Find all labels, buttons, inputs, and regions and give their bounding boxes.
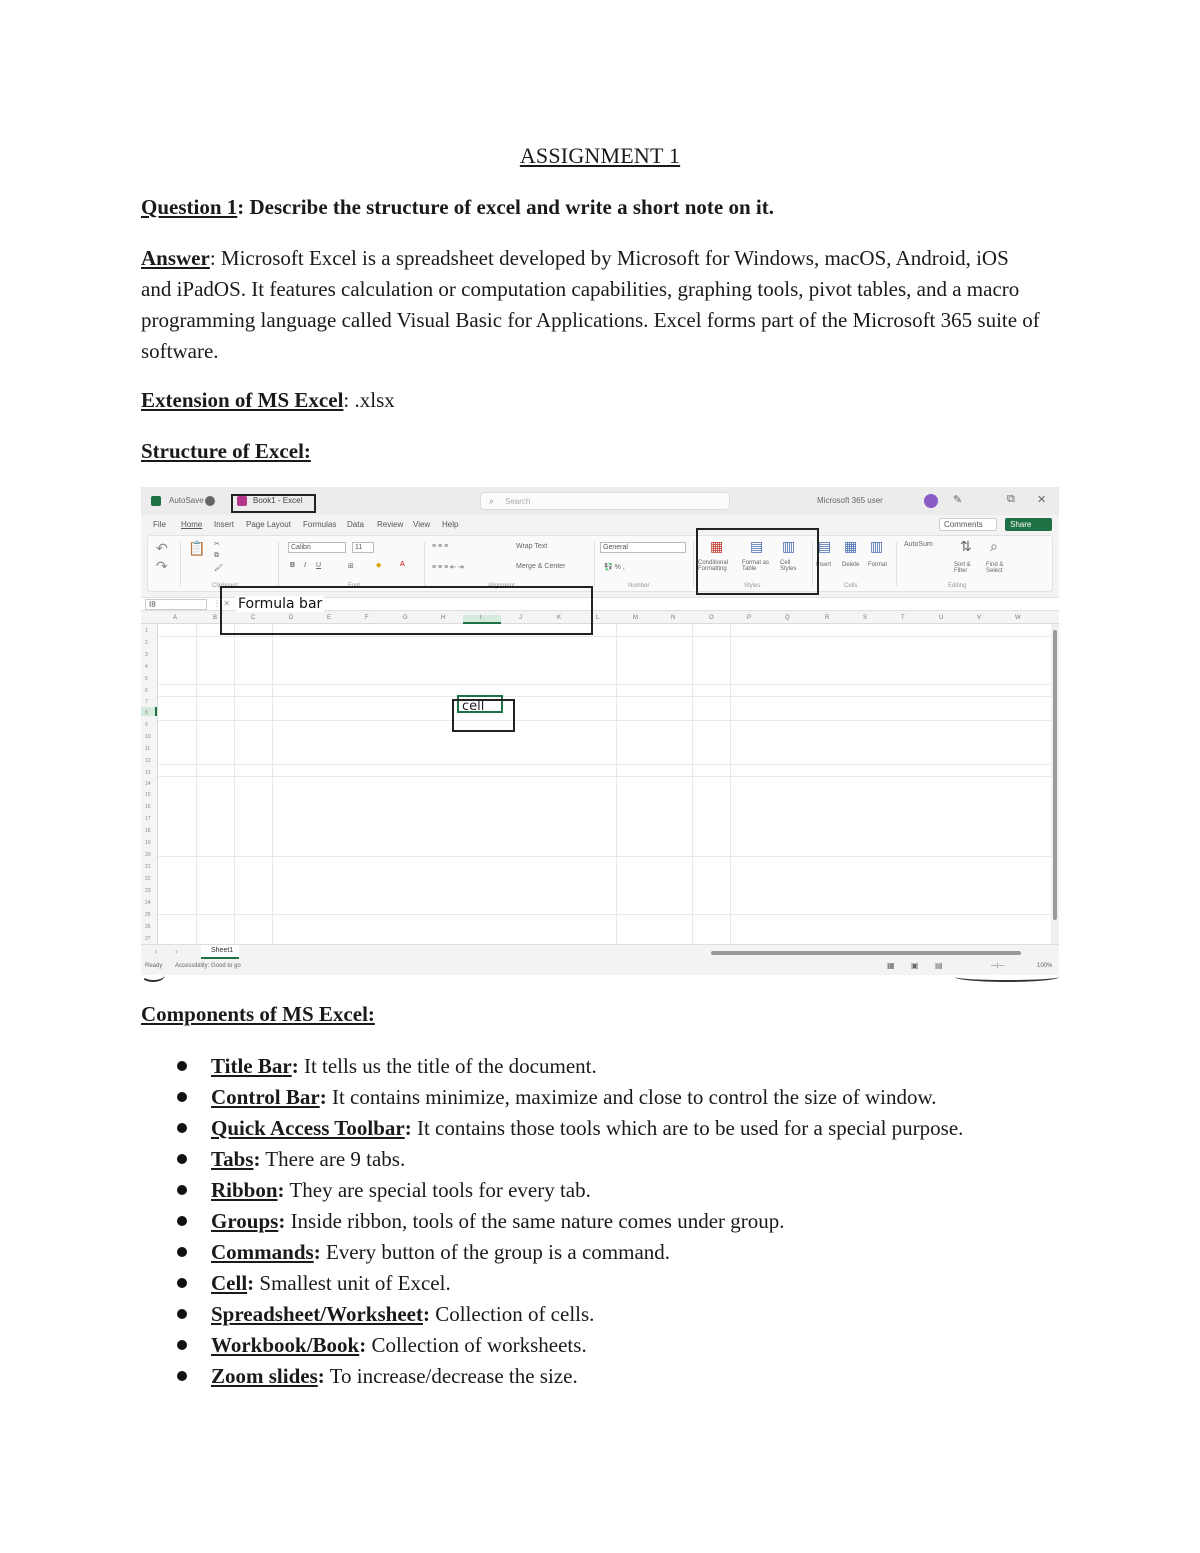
autosave-label: AutoSave [169, 496, 204, 505]
tab-insert[interactable]: Insert [214, 520, 235, 529]
copy-icon[interactable]: ⧉ [214, 552, 219, 559]
fill-color-icon[interactable]: ◆ [376, 562, 382, 569]
component-desc: To increase/decrease the size. [324, 1364, 578, 1388]
excel-logo-icon [151, 496, 161, 506]
zoom-level[interactable]: 100% [1037, 963, 1053, 969]
row-header[interactable]: 13 [145, 770, 151, 776]
page-break-view-icon[interactable]: ▤ [935, 961, 943, 970]
bullet-icon [177, 1247, 187, 1257]
component-term: Commands [211, 1240, 314, 1264]
zoom-slider[interactable]: —|— [991, 963, 1005, 969]
user-name: Microsoft 365 user [817, 496, 883, 505]
row-header[interactable]: 25 [145, 912, 151, 918]
insert-cells-icon[interactable]: ▤ [818, 538, 832, 554]
row-header[interactable]: 12 [145, 758, 151, 764]
component-desc: Every button of the group is a command. [320, 1240, 671, 1264]
grid-line [158, 696, 1052, 697]
status-ready: Ready [145, 963, 163, 969]
grid-line [158, 720, 1052, 721]
excel-screenshot [141, 487, 1059, 975]
paste-icon[interactable]: 📋 [188, 540, 206, 556]
column-header[interactable]: Q [785, 615, 790, 621]
list-item: Control Bar: It contains minimize, maximize and close to control the size of window. [141, 1084, 1101, 1115]
row-header[interactable]: 6 [145, 688, 148, 694]
component-term: Spreadsheet/Worksheet [211, 1302, 423, 1326]
grid-line [158, 636, 1052, 637]
separator [180, 542, 181, 586]
column-header[interactable]: H [441, 615, 446, 621]
component-desc: Inside ribbon, tools of the same nature comes under group. [285, 1209, 785, 1233]
column-header[interactable]: R [825, 615, 830, 621]
delete-cells-label[interactable]: Delete [842, 562, 860, 568]
grid-line [158, 764, 1052, 765]
component-term: Groups [211, 1209, 279, 1233]
tab-review[interactable]: Review [377, 520, 404, 529]
tab-formulas[interactable]: Formulas [303, 520, 337, 529]
separator [693, 542, 694, 586]
format-cells-icon[interactable]: ▥ [870, 538, 884, 554]
page-layout-view-icon[interactable]: ▣ [911, 961, 919, 970]
italic-icon[interactable]: I [304, 562, 306, 569]
column-header[interactable]: D [289, 615, 294, 621]
list-item: Quick Access Toolbar: It contains those tools which are to be used for a special purpose. [141, 1115, 1101, 1146]
component-term: Workbook/Book [211, 1333, 360, 1357]
normal-view-icon[interactable]: ▦ [887, 961, 895, 970]
sheet-tab-bar [141, 944, 1059, 959]
align-top-icon[interactable]: ≡ ≡ ≡ [432, 543, 449, 550]
column-header[interactable]: O [709, 615, 714, 621]
format-painter-icon[interactable]: 🖌 [214, 565, 223, 572]
bullet-icon [177, 1309, 187, 1319]
component-desc: Collection of worksheets. [366, 1333, 587, 1357]
row-header[interactable]: 4 [145, 664, 148, 670]
row-header[interactable]: 23 [145, 888, 151, 894]
format-cells-label[interactable]: Format [868, 562, 888, 568]
insert-cells-label[interactable]: Insert [816, 562, 832, 568]
book-title: Book1 - Excel [253, 496, 303, 505]
search-box[interactable] [480, 492, 730, 510]
borders-icon[interactable]: ⊞ [348, 563, 354, 570]
component-term: Quick Access Toolbar [211, 1116, 405, 1140]
bullet-icon [177, 1185, 187, 1195]
grid-line [234, 624, 235, 944]
status-annotation-curve [141, 968, 165, 982]
grid-line [692, 624, 693, 944]
row-header[interactable]: 22 [145, 876, 151, 882]
row-header[interactable]: 15 [145, 792, 151, 798]
row-header[interactable]: 20 [145, 852, 151, 858]
row-header[interactable]: 11 [145, 746, 151, 752]
list-item: Spreadsheet/Worksheet: Collection of cells. [141, 1301, 1101, 1332]
grid-line [272, 624, 273, 944]
cell-annotation-box [452, 699, 515, 732]
component-term: Zoom slides [211, 1364, 318, 1388]
row-headers [141, 624, 157, 944]
row-header[interactable]: 9 [145, 722, 148, 728]
bullet-icon [177, 1123, 187, 1133]
extension-label: Extension of MS Excel [141, 388, 344, 412]
group-clipboard: Clipboard [212, 583, 238, 589]
find-select-icon[interactable]: ⌕ [990, 538, 998, 554]
cut-icon[interactable]: ✂ [214, 541, 220, 548]
next-sheet-icon[interactable]: › [175, 947, 178, 956]
row-header[interactable]: 8 [145, 710, 148, 716]
row-header[interactable]: 26 [145, 924, 151, 930]
vertical-scrollbar[interactable] [1051, 624, 1059, 944]
group-alignment: Alignment [488, 583, 515, 589]
answer-text: : Microsoft Excel is a spreadsheet developed by Microsoft for Windows, macOS, Android, iOS and iPadOS. It features calculation or computation capabilities, graphing tools, pivot tables, and a macro programming language called Visual Basic for Applications. Excel forms part of the Microsoft 365 suite of software. [141, 246, 1040, 363]
row-header[interactable]: 5 [145, 676, 148, 682]
horizontal-scrollbar[interactable] [711, 951, 1021, 955]
group-number: Number [628, 583, 650, 589]
fx-icon[interactable]: ⋮ ✕ [213, 599, 230, 608]
component-term: Ribbon [211, 1178, 278, 1202]
pen-icon[interactable]: ✎ [953, 494, 963, 506]
bold-icon[interactable]: B [290, 562, 296, 569]
column-header[interactable]: M [633, 615, 638, 621]
row-header[interactable]: 24 [145, 900, 151, 906]
tab-data[interactable]: Data [347, 520, 364, 529]
close-icon[interactable]: ✕ [1037, 494, 1047, 506]
sort-filter-label[interactable]: Sort & Filter [954, 562, 971, 574]
minimize-icon[interactable]: ⧉ [1007, 493, 1015, 505]
group-cells: Cells [844, 583, 858, 589]
column-header[interactable]: S [863, 615, 868, 621]
avatar[interactable] [924, 494, 938, 508]
sort-filter-icon[interactable]: ⇅ [960, 538, 972, 554]
grid-line [158, 856, 1052, 857]
grid-line [158, 776, 1052, 777]
component-term: Tabs [211, 1147, 254, 1171]
row-header[interactable]: 10 [145, 734, 151, 740]
grid-line [196, 624, 197, 944]
separator [424, 542, 425, 586]
column-header[interactable]: F [365, 615, 369, 621]
structure-heading: Structure of Excel: [141, 439, 311, 463]
list-item: Groups: Inside ribbon, tools of the same nature comes under group. [141, 1208, 1101, 1239]
separator [594, 542, 595, 586]
number-format-select[interactable]: General [600, 542, 686, 553]
components-list [141, 1053, 1101, 1394]
list-item: Tabs: There are 9 tabs. [141, 1146, 1101, 1177]
extension-line [141, 388, 395, 413]
bullet-icon [177, 1154, 187, 1164]
vertical-scroll-thumb[interactable] [1053, 630, 1057, 920]
status-accessibility[interactable]: Accessibility: Good to go [175, 963, 241, 969]
formula-bar-label: Formula bar [238, 596, 323, 612]
separator [896, 542, 897, 586]
bullet-icon [177, 1216, 187, 1226]
currency-icon[interactable]: 💱 % , [604, 564, 625, 571]
row-header[interactable]: 3 [145, 652, 148, 658]
answer-paragraph [141, 243, 1041, 367]
search-placeholder: Search [505, 497, 531, 506]
column-header[interactable]: A [173, 615, 178, 621]
search-icon: ⌕ [489, 496, 495, 506]
question-label: Question 1 [141, 195, 238, 219]
tab-file[interactable]: File [153, 520, 166, 529]
component-desc: Smallest unit of Excel. [254, 1271, 451, 1295]
list-item: Title Bar: It tells us the title of the document. [141, 1053, 1101, 1084]
column-header[interactable]: K [557, 615, 562, 621]
share-button[interactable]: Share [1005, 518, 1052, 531]
selected-row-highlight [141, 707, 157, 716]
component-desc: Collection of cells. [429, 1302, 595, 1326]
font-color-icon[interactable]: A [400, 561, 405, 568]
row-header[interactable]: 18 [145, 828, 151, 834]
component-desc: It tells us the title of the document. [298, 1054, 597, 1078]
format-table-label[interactable]: Format as Table [742, 560, 770, 572]
bullet-icon [177, 1371, 187, 1381]
answer-label: Answer [141, 246, 210, 270]
list-item: Workbook/Book: Collection of worksheets. [141, 1332, 1101, 1363]
column-header[interactable]: G [403, 615, 408, 621]
component-desc: There are 9 tabs. [260, 1147, 406, 1171]
zoom-annotation-curve [955, 972, 1059, 982]
question-text: : Describe the structure of excel and write a short note on it. [237, 195, 775, 219]
component-term: Cell [211, 1271, 248, 1295]
bullet-icon [177, 1092, 187, 1102]
row-header[interactable]: 16 [145, 804, 151, 810]
row-header[interactable]: 19 [145, 840, 151, 846]
cell-label: cell [462, 699, 485, 714]
bullet-icon [177, 1278, 187, 1288]
row-header[interactable]: 2 [145, 640, 148, 646]
column-header[interactable]: T [901, 615, 905, 621]
ribbon-tabs [141, 515, 1059, 535]
underline-icon[interactable]: U [316, 562, 322, 569]
column-header[interactable]: I [480, 615, 482, 621]
title-bar-annotation-box [231, 494, 316, 513]
wrap-text-button[interactable]: Wrap Text [516, 543, 548, 550]
row-header[interactable]: 27 [145, 936, 151, 942]
column-header[interactable]: C [251, 615, 256, 621]
bullet-icon [177, 1061, 187, 1071]
redo-icon[interactable]: ↷ [156, 558, 168, 574]
group-editing: Editing [948, 583, 967, 589]
component-term: Title Bar [211, 1054, 292, 1078]
group-styles: Styles [744, 583, 761, 589]
row-header[interactable]: 17 [145, 816, 151, 822]
grid-line [158, 914, 1052, 915]
undo-icon[interactable]: ↶ [156, 540, 168, 556]
delete-cells-icon[interactable]: ▦ [844, 538, 858, 554]
row-header[interactable]: 14 [145, 781, 151, 787]
sheet-tab-sheet1[interactable]: Sheet1 [201, 945, 239, 959]
prev-sheet-icon[interactable]: ‹ [155, 947, 158, 956]
conditional-formatting-icon[interactable]: ▦ [710, 538, 724, 554]
component-desc: They are special tools for every tab. [284, 1178, 591, 1202]
ribbon [147, 535, 1053, 592]
column-header[interactable]: B [213, 615, 218, 621]
autosum-button[interactable]: AutoSum [904, 541, 933, 548]
column-header[interactable]: J [519, 615, 522, 621]
component-desc: It contains minimize, maximize and close to control the size of window. [326, 1085, 937, 1109]
comments-button[interactable]: Comments [939, 518, 997, 531]
row-header[interactable]: 1 [145, 628, 148, 634]
name-box[interactable]: I8 [145, 599, 207, 610]
cell-styles-icon[interactable]: ▥ [782, 538, 796, 554]
tab-home[interactable]: Home [181, 520, 203, 529]
font-name-select[interactable]: Calibri [288, 542, 346, 553]
separator [278, 542, 279, 586]
tab-view[interactable]: View [413, 520, 431, 529]
conditional-formatting-label[interactable]: Conditional Formatting [698, 560, 729, 572]
autosave-toggle[interactable] [205, 496, 215, 506]
tab-page-layout[interactable]: Page Layout [246, 520, 291, 529]
extension-value: : .xlsx [343, 388, 395, 412]
column-header[interactable]: L [596, 615, 600, 621]
styles-group-annotation-box [696, 528, 819, 595]
grid-line [730, 624, 731, 944]
row-header[interactable]: 21 [145, 864, 151, 870]
component-term: Control Bar [211, 1085, 320, 1109]
bullet-icon [177, 1340, 187, 1350]
question-1 [141, 195, 774, 220]
list-item: Commands: Every button of the group is a command. [141, 1239, 1101, 1270]
grid-line [616, 624, 617, 944]
column-header[interactable]: E [327, 615, 332, 621]
align-left-icon[interactable]: ≡ ≡ ≡ ⇤ ⇥ [432, 564, 464, 571]
cell-styles-label[interactable]: Cell Styles [780, 560, 797, 572]
list-item: Cell: Smallest unit of Excel. [141, 1270, 1101, 1301]
find-select-label[interactable]: Find & Select [986, 562, 1004, 574]
font-size-select[interactable]: 11 [352, 542, 374, 553]
column-header[interactable]: V [977, 615, 982, 621]
column-header[interactable]: N [671, 615, 676, 621]
column-header[interactable]: U [939, 615, 944, 621]
assignment-title: ASSIGNMENT 1 [519, 143, 681, 168]
group-font: Font [348, 583, 361, 589]
grid-line [158, 684, 1052, 685]
status-bar [141, 959, 1059, 975]
merge-center-button[interactable]: Merge & Center [516, 563, 566, 570]
column-header[interactable]: P [747, 615, 752, 621]
component-desc: It contains those tools which are to be used for a special purpose. [411, 1116, 964, 1140]
formula-bar-annotation-box [220, 586, 593, 635]
list-item: Ribbon: They are special tools for every tab. [141, 1177, 1101, 1208]
row-header[interactable]: 7 [145, 699, 148, 705]
format-table-icon[interactable]: ▤ [750, 538, 764, 554]
column-header[interactable]: W [1015, 615, 1021, 621]
worksheet-grid[interactable] [157, 624, 1051, 944]
tab-help[interactable]: Help [442, 520, 459, 529]
list-item: Zoom slides: To increase/decrease the size. [141, 1363, 1101, 1394]
components-heading: Components of MS Excel: [141, 1002, 375, 1026]
